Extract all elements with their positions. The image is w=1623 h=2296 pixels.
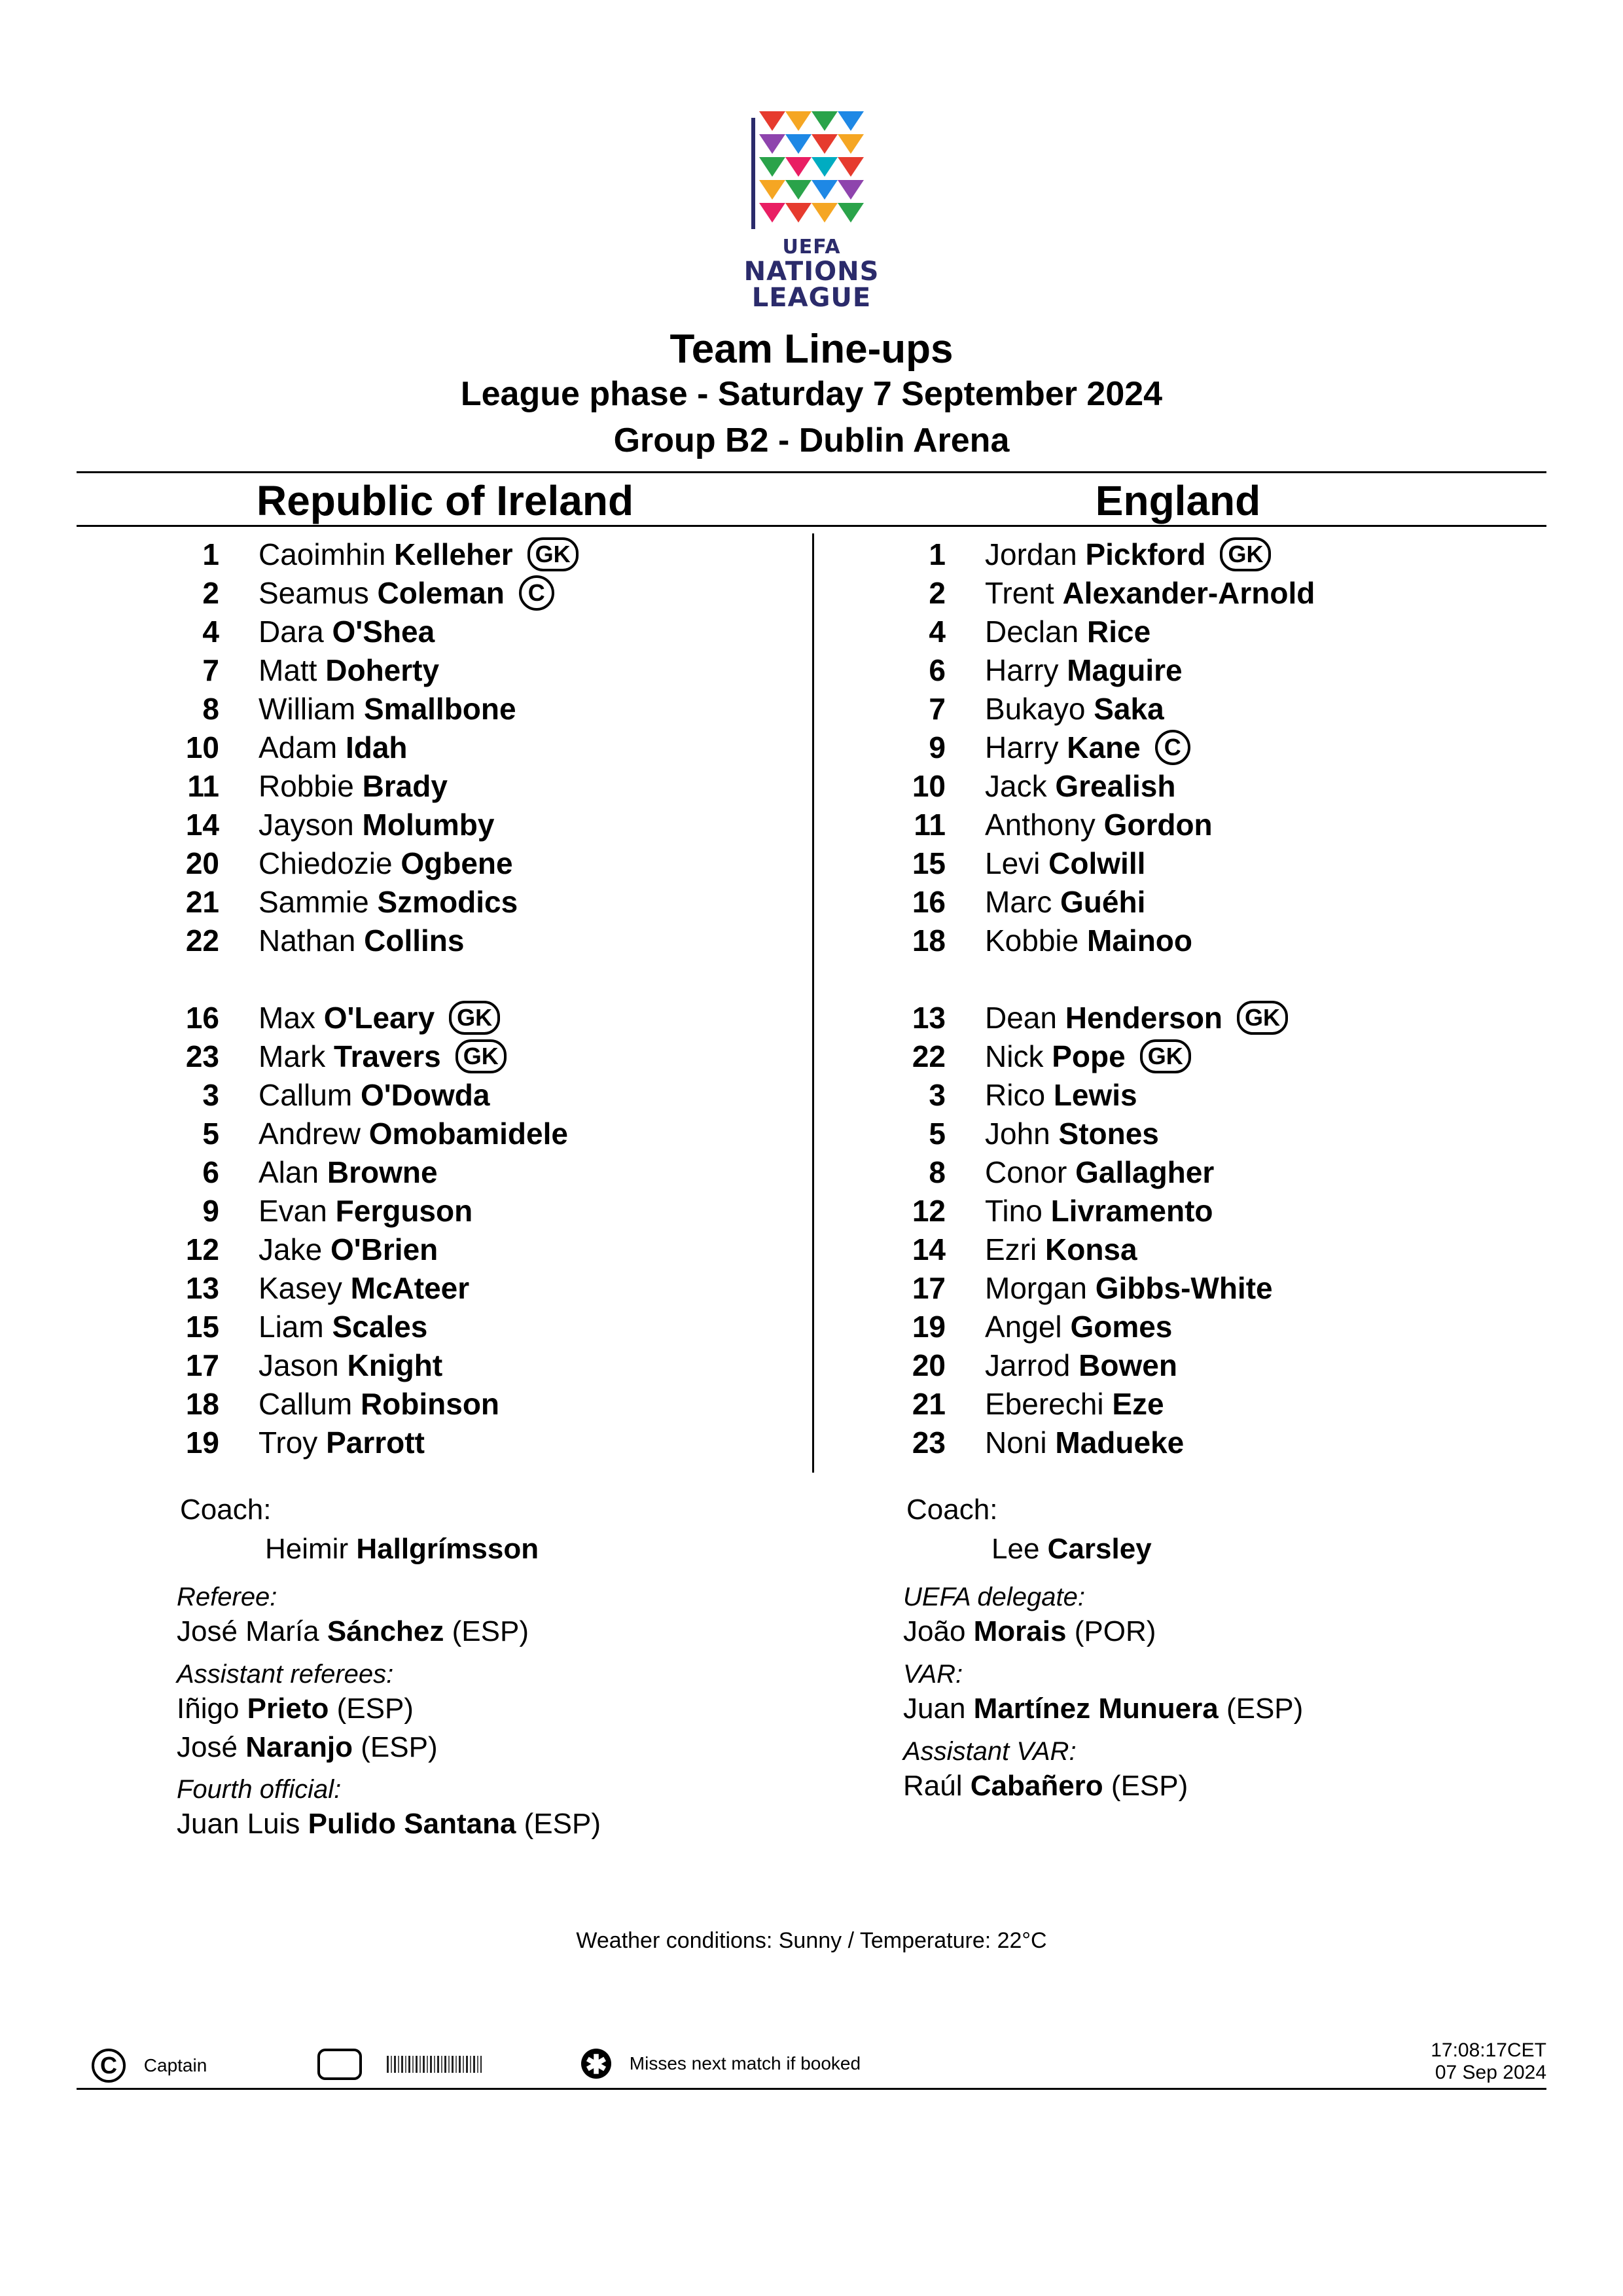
player-name bbox=[259, 844, 513, 883]
player-last-name: Molumby bbox=[362, 808, 495, 842]
uefa-nations-league-logo bbox=[740, 105, 883, 313]
column-divider bbox=[812, 533, 814, 1473]
player-name bbox=[985, 883, 1145, 922]
player-name bbox=[259, 728, 408, 767]
referee-last: Sánchez bbox=[327, 1615, 444, 1647]
fourth-official-label: Fourth official: bbox=[177, 1775, 342, 1804]
player-first-name: Jake bbox=[259, 1232, 323, 1266]
player-number: 12 bbox=[912, 1194, 946, 1228]
player-first-name: Jack bbox=[985, 769, 1047, 803]
player-last-name: Rice bbox=[1086, 615, 1151, 649]
captain-icon: C bbox=[519, 575, 554, 611]
delegate-first: João bbox=[903, 1615, 966, 1647]
player-name bbox=[985, 1076, 1137, 1115]
player-name bbox=[985, 651, 1183, 690]
player-first-name: Ezri bbox=[985, 1232, 1037, 1266]
player-name bbox=[985, 574, 1315, 613]
home-coach-first: Heimir bbox=[265, 1533, 349, 1565]
player-first-name: Levi bbox=[985, 846, 1041, 880]
captain-icon: C bbox=[1155, 730, 1190, 765]
player-last-name: Coleman bbox=[377, 576, 505, 610]
player-last-name: Lewis bbox=[1053, 1078, 1137, 1112]
away-coach-first: Lee bbox=[991, 1533, 1040, 1565]
player-first-name: Jarrod bbox=[985, 1348, 1071, 1382]
card-legend-icon bbox=[317, 2049, 362, 2080]
player-name bbox=[259, 574, 554, 613]
player-number: 16 bbox=[185, 1001, 219, 1035]
player-first-name: Marc bbox=[985, 885, 1052, 919]
player-first-name: Matt bbox=[259, 653, 317, 687]
player-number: 15 bbox=[912, 846, 946, 880]
player-last-name: Stones bbox=[1058, 1117, 1159, 1151]
player-number: 22 bbox=[912, 1039, 946, 1073]
player-name bbox=[985, 728, 1190, 768]
goalkeeper-icon: GK bbox=[449, 1001, 500, 1035]
player-name bbox=[259, 806, 494, 844]
player-first-name: Dean bbox=[985, 1001, 1057, 1035]
home-coach-label: Coach: bbox=[180, 1494, 272, 1526]
goalkeeper-icon: GK bbox=[527, 537, 579, 571]
home-coach-name bbox=[265, 1533, 539, 1566]
player-first-name: Dara bbox=[259, 615, 324, 649]
divider-header bbox=[77, 525, 1546, 527]
player-last-name: Grealish bbox=[1055, 769, 1176, 803]
assistants-label: Assistant referees: bbox=[177, 1660, 394, 1689]
player-first-name: Adam bbox=[259, 730, 338, 764]
player-name bbox=[985, 613, 1150, 651]
misses-legend-label: Misses next match if booked bbox=[629, 2053, 861, 2073]
player-last-name: Mainoo bbox=[1087, 924, 1192, 958]
weather-conditions: Weather conditions: Sunny / Temperature: 22°C bbox=[576, 1928, 1047, 1953]
player-last-name: Brady bbox=[362, 769, 448, 803]
player-number: 18 bbox=[185, 1387, 219, 1421]
player-first-name: Anthony bbox=[985, 808, 1096, 842]
assistant2-last: Naranjo bbox=[245, 1731, 353, 1763]
player-number: 22 bbox=[185, 924, 219, 958]
avar-first: Raúl bbox=[903, 1770, 963, 1802]
player-number: 3 bbox=[929, 1078, 946, 1112]
logo-text-league: LEAGUE bbox=[751, 283, 872, 313]
player-first-name: Alan bbox=[259, 1155, 319, 1189]
var-first: Juan bbox=[903, 1693, 966, 1725]
player-last-name: O'Brien bbox=[330, 1232, 438, 1266]
goalkeeper-icon: GK bbox=[455, 1039, 507, 1073]
player-name bbox=[985, 1115, 1159, 1153]
player-number: 2 bbox=[202, 576, 219, 610]
player-last-name: Gomes bbox=[1070, 1310, 1173, 1344]
player-first-name: John bbox=[985, 1117, 1050, 1151]
player-name bbox=[259, 1115, 568, 1153]
divider-footer bbox=[77, 2088, 1546, 2090]
player-last-name: Gibbs-White bbox=[1095, 1271, 1273, 1305]
player-name bbox=[985, 1192, 1213, 1230]
fourth-first: Juan Luis bbox=[177, 1808, 300, 1840]
player-last-name: Smallbone bbox=[363, 692, 516, 726]
captain-legend-icon: C bbox=[92, 2049, 126, 2083]
var-label: VAR: bbox=[903, 1660, 963, 1689]
player-name bbox=[259, 1076, 490, 1115]
player-name bbox=[985, 767, 1175, 806]
player-number: 5 bbox=[929, 1117, 946, 1151]
player-number: 23 bbox=[912, 1426, 946, 1460]
player-first-name: Trent bbox=[985, 576, 1054, 610]
player-last-name: Travers bbox=[334, 1039, 441, 1073]
player-first-name: Jordan bbox=[985, 537, 1077, 571]
var-country: (ESP) bbox=[1226, 1693, 1304, 1725]
player-name bbox=[259, 999, 500, 1037]
player-number: 23 bbox=[185, 1039, 219, 1073]
player-number: 9 bbox=[929, 730, 946, 764]
player-number: 17 bbox=[185, 1348, 219, 1382]
player-first-name: Liam bbox=[259, 1310, 324, 1344]
assistant2-first: José bbox=[177, 1731, 238, 1763]
player-last-name: Madueke bbox=[1055, 1426, 1185, 1460]
goalkeeper-icon: GK bbox=[1140, 1039, 1191, 1073]
player-name bbox=[985, 1230, 1137, 1269]
player-last-name: Gallagher bbox=[1075, 1155, 1215, 1189]
player-last-name: Szmodics bbox=[377, 885, 518, 919]
player-number: 20 bbox=[185, 846, 219, 880]
away-coach-last: Carsley bbox=[1047, 1533, 1152, 1565]
player-last-name: Alexander-Arnold bbox=[1062, 576, 1315, 610]
timestamp bbox=[1431, 2039, 1546, 2084]
player-first-name: Harry bbox=[985, 653, 1059, 687]
player-number: 14 bbox=[912, 1232, 946, 1266]
player-number: 19 bbox=[912, 1310, 946, 1344]
player-last-name: Pickford bbox=[1085, 537, 1206, 571]
player-last-name: Gordon bbox=[1103, 808, 1213, 842]
player-number: 13 bbox=[185, 1271, 219, 1305]
player-name bbox=[259, 651, 439, 690]
assistant2-name bbox=[177, 1731, 438, 1764]
player-number: 19 bbox=[185, 1426, 219, 1460]
fourth-last: Pulido Santana bbox=[308, 1808, 516, 1840]
player-first-name: Callum bbox=[259, 1387, 353, 1421]
logo-text-uefa: UEFA bbox=[782, 236, 841, 259]
player-last-name: O'Dowda bbox=[360, 1078, 490, 1112]
captain-legend-label: Captain bbox=[143, 2055, 207, 2075]
player-first-name: Angel bbox=[985, 1310, 1062, 1344]
player-first-name: Tino bbox=[985, 1194, 1043, 1228]
player-last-name: Livramento bbox=[1050, 1194, 1213, 1228]
player-name bbox=[259, 883, 518, 922]
referee-first: José María bbox=[177, 1615, 319, 1647]
match-subtitle: League phase - Saturday 7 September 2024 bbox=[460, 375, 1163, 413]
player-name bbox=[985, 1269, 1273, 1308]
player-last-name: Guéhi bbox=[1060, 885, 1146, 919]
player-first-name: Conor bbox=[985, 1155, 1067, 1189]
player-number: 10 bbox=[185, 730, 219, 764]
player-last-name: Scales bbox=[332, 1310, 428, 1344]
player-number: 18 bbox=[912, 924, 946, 958]
player-last-name: Robinson bbox=[360, 1387, 500, 1421]
logo-text-nations: NATIONS bbox=[743, 257, 880, 287]
logo-mosaic-icon bbox=[740, 105, 883, 236]
player-first-name: Jayson bbox=[259, 808, 354, 842]
player-name bbox=[259, 922, 464, 960]
delegate-name bbox=[903, 1615, 1156, 1648]
assistant1-name bbox=[177, 1693, 414, 1725]
avar-label: Assistant VAR: bbox=[903, 1737, 1077, 1766]
player-name bbox=[259, 613, 435, 651]
player-first-name: Chiedozie bbox=[259, 846, 393, 880]
player-first-name: Bukayo bbox=[985, 692, 1086, 726]
player-last-name: Idah bbox=[345, 730, 408, 764]
player-number: 1 bbox=[929, 537, 946, 571]
player-name bbox=[259, 1346, 442, 1385]
player-name bbox=[259, 1153, 438, 1192]
away-coach-name bbox=[991, 1533, 1152, 1566]
home-coach-last: Hallgrímsson bbox=[356, 1533, 539, 1565]
player-name bbox=[259, 1037, 507, 1076]
player-last-name: Kelleher bbox=[394, 537, 513, 571]
delegate-last: Morais bbox=[973, 1615, 1067, 1647]
player-first-name: Jason bbox=[259, 1348, 339, 1382]
player-first-name: Rico bbox=[985, 1078, 1046, 1112]
player-last-name: O'Shea bbox=[332, 615, 435, 649]
assistant1-country: (ESP) bbox=[336, 1693, 414, 1725]
player-number: 4 bbox=[929, 615, 946, 649]
player-first-name: Eberechi bbox=[985, 1387, 1104, 1421]
avar-country: (ESP) bbox=[1111, 1770, 1188, 1802]
player-name bbox=[259, 1230, 438, 1269]
player-last-name: Konsa bbox=[1045, 1232, 1137, 1266]
var-name bbox=[903, 1693, 1303, 1725]
timestamp-time: 17:08:17CET bbox=[1431, 2039, 1546, 2061]
page-title: Team Line-ups bbox=[669, 327, 954, 372]
away-team-name: England bbox=[1095, 477, 1261, 524]
player-last-name: Ogbene bbox=[401, 846, 513, 880]
fourth-country: (ESP) bbox=[524, 1808, 601, 1840]
player-name bbox=[985, 690, 1164, 728]
divider-top bbox=[77, 471, 1546, 473]
player-last-name: Omobamidele bbox=[368, 1117, 568, 1151]
player-first-name: Noni bbox=[985, 1426, 1047, 1460]
referee-name bbox=[177, 1615, 529, 1648]
player-name bbox=[985, 1346, 1177, 1385]
player-number: 12 bbox=[185, 1232, 219, 1266]
player-name bbox=[985, 999, 1288, 1037]
player-number: 14 bbox=[185, 808, 219, 842]
player-number: 1 bbox=[202, 537, 219, 571]
player-last-name: Parrott bbox=[326, 1426, 425, 1460]
player-number: 2 bbox=[929, 576, 946, 610]
referee-label: Referee: bbox=[177, 1583, 277, 1611]
player-last-name: Maguire bbox=[1067, 653, 1183, 687]
player-number: 6 bbox=[202, 1155, 219, 1189]
player-number: 6 bbox=[929, 653, 946, 687]
player-last-name: Colwill bbox=[1048, 846, 1146, 880]
player-name bbox=[985, 1308, 1172, 1346]
player-first-name: Evan bbox=[259, 1194, 327, 1228]
player-last-name: Collins bbox=[364, 924, 465, 958]
player-name bbox=[985, 1153, 1214, 1192]
player-number: 5 bbox=[202, 1117, 219, 1151]
player-name bbox=[259, 690, 516, 728]
player-last-name: Doherty bbox=[325, 653, 440, 687]
player-first-name: Nick bbox=[985, 1039, 1044, 1073]
player-number: 15 bbox=[185, 1310, 219, 1344]
timestamp-date: 07 Sep 2024 bbox=[1435, 2062, 1546, 2083]
assistant1-last: Prieto bbox=[247, 1693, 329, 1725]
assistant1-first: Iñigo bbox=[177, 1693, 240, 1725]
player-first-name: Troy bbox=[259, 1426, 318, 1460]
player-number: 11 bbox=[914, 808, 946, 842]
away-coach-label: Coach: bbox=[906, 1494, 998, 1526]
match-venue: Group B2 - Dublin Arena bbox=[613, 422, 1010, 459]
assistant2-country: (ESP) bbox=[361, 1731, 438, 1763]
player-first-name: Caoimhin bbox=[259, 537, 386, 571]
player-name bbox=[985, 922, 1192, 960]
player-first-name: Max bbox=[259, 1001, 315, 1035]
player-number: 8 bbox=[202, 692, 219, 726]
player-first-name: Declan bbox=[985, 615, 1079, 649]
avar-name bbox=[903, 1770, 1188, 1803]
player-last-name: Browne bbox=[327, 1155, 438, 1189]
player-number: 7 bbox=[929, 692, 946, 726]
player-last-name: Pope bbox=[1052, 1039, 1126, 1073]
legend-captain bbox=[92, 2049, 207, 2083]
player-first-name: Harry bbox=[985, 730, 1059, 764]
player-name bbox=[985, 844, 1145, 883]
player-first-name: Nathan bbox=[259, 924, 356, 958]
var-last: Martínez Munuera bbox=[973, 1693, 1219, 1725]
player-name bbox=[985, 1385, 1164, 1424]
player-last-name: Henderson bbox=[1065, 1001, 1223, 1035]
player-number: 16 bbox=[912, 885, 946, 919]
delegate-country: (POR) bbox=[1074, 1615, 1156, 1647]
garbled-text-icon bbox=[387, 2056, 482, 2073]
player-name bbox=[985, 535, 1271, 574]
player-last-name: Bowen bbox=[1079, 1348, 1177, 1382]
legend-yellow-card bbox=[317, 2049, 482, 2080]
asterisk-icon: ✱ bbox=[581, 2049, 611, 2079]
fourth-official-name bbox=[177, 1808, 601, 1840]
player-last-name: McAteer bbox=[350, 1271, 470, 1305]
player-first-name: William bbox=[259, 692, 356, 726]
goalkeeper-icon: GK bbox=[1237, 1001, 1288, 1035]
player-number: 10 bbox=[912, 769, 946, 803]
player-number: 4 bbox=[202, 615, 219, 649]
player-name bbox=[985, 1037, 1191, 1076]
player-name bbox=[259, 1385, 499, 1424]
player-number: 21 bbox=[912, 1387, 946, 1421]
player-number: 11 bbox=[187, 769, 219, 803]
player-number: 13 bbox=[912, 1001, 946, 1035]
player-first-name: Kobbie bbox=[985, 924, 1079, 958]
player-name bbox=[259, 767, 448, 806]
avar-last: Cabañero bbox=[970, 1770, 1103, 1802]
player-number: 20 bbox=[912, 1348, 946, 1382]
player-number: 3 bbox=[202, 1078, 219, 1112]
player-name bbox=[259, 1192, 473, 1230]
referee-country: (ESP) bbox=[452, 1615, 529, 1647]
player-name bbox=[259, 1308, 427, 1346]
player-number: 7 bbox=[202, 653, 219, 687]
player-name bbox=[259, 1424, 425, 1462]
player-number: 8 bbox=[929, 1155, 946, 1189]
delegate-label: UEFA delegate: bbox=[903, 1583, 1085, 1611]
player-last-name: Kane bbox=[1067, 730, 1141, 764]
player-first-name: Kasey bbox=[259, 1271, 342, 1305]
player-last-name: Knight bbox=[347, 1348, 443, 1382]
player-first-name: Andrew bbox=[259, 1117, 361, 1151]
player-first-name: Callum bbox=[259, 1078, 353, 1112]
player-number: 9 bbox=[202, 1194, 219, 1228]
home-team-name: Republic of Ireland bbox=[256, 477, 634, 524]
goalkeeper-icon: GK bbox=[1220, 537, 1271, 571]
player-last-name: Saka bbox=[1094, 692, 1164, 726]
player-last-name: O'Leary bbox=[323, 1001, 435, 1035]
player-first-name: Robbie bbox=[259, 769, 354, 803]
player-name bbox=[259, 535, 579, 574]
player-first-name: Seamus bbox=[259, 576, 369, 610]
player-name bbox=[985, 1424, 1184, 1462]
player-first-name: Sammie bbox=[259, 885, 369, 919]
player-name bbox=[985, 806, 1213, 844]
player-number: 17 bbox=[912, 1271, 946, 1305]
legend-misses bbox=[581, 2049, 861, 2079]
player-name bbox=[259, 1269, 469, 1308]
player-last-name: Eze bbox=[1112, 1387, 1164, 1421]
player-first-name: Morgan bbox=[985, 1271, 1087, 1305]
player-last-name: Ferguson bbox=[335, 1194, 473, 1228]
player-number: 21 bbox=[185, 885, 219, 919]
player-first-name: Mark bbox=[259, 1039, 326, 1073]
